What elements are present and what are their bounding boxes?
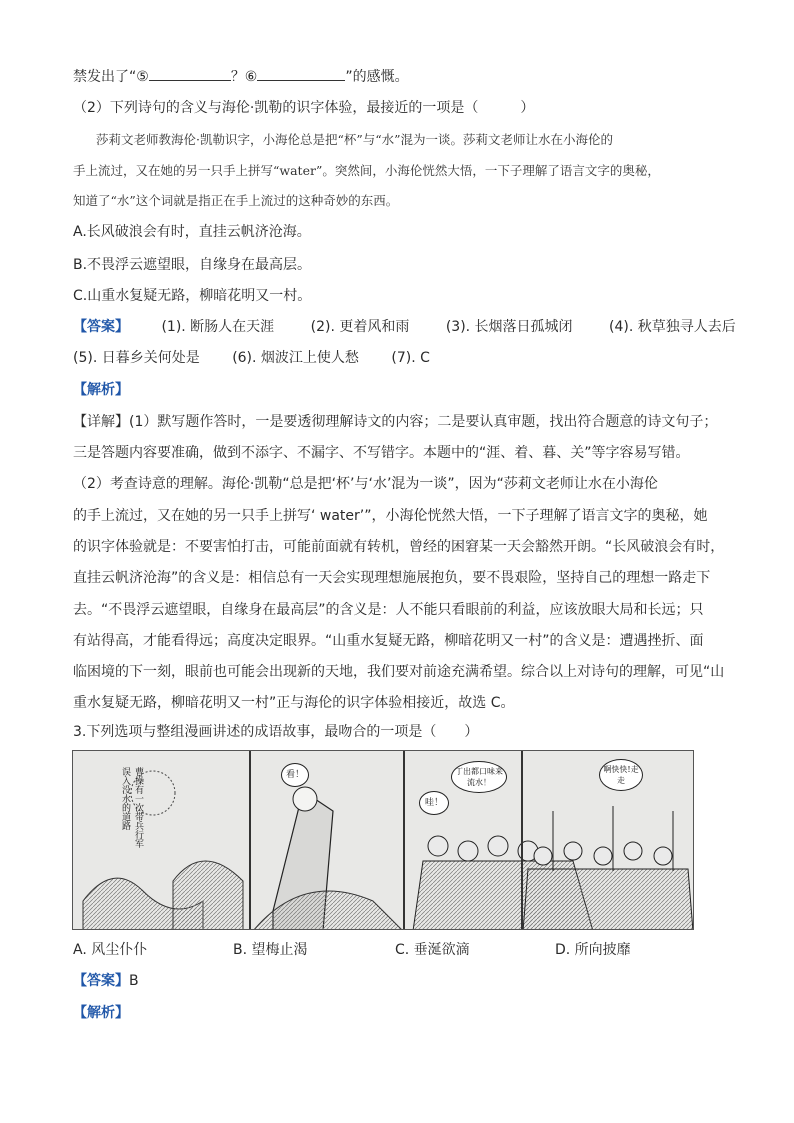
- option-a: A.长风破浪会有时，直挂云帆济沧海。: [73, 224, 311, 240]
- analysis-tag: 【解析】: [73, 382, 129, 398]
- blank-prefix: 禁发出了“⑤: [73, 69, 149, 85]
- answer-2-value: B: [129, 973, 139, 989]
- analysis-line: 直挂云帆济沧海”的含义是：相信总有一天会实现理想施展抱负，要不畏艰险，坚持自己的理想一路走下: [73, 570, 711, 586]
- passage-line: 知道了“水”这个词就是指正在手上流过的这种奇妙的东西。: [73, 193, 399, 208]
- answer-item: (4). 秋草独寻人去后: [609, 319, 736, 335]
- option-c: C.山重水复疑无路，柳暗花明又一村。: [73, 288, 312, 304]
- q3-option-c: C. 垂涎欲滴: [395, 942, 470, 958]
- answer-line-1: [73, 317, 736, 337]
- passage-line: 手上流过，又在她的另一只手上拼写“water”。突然间，小海伦恍然大悟，一下子理解了语言文字的奥秘，: [73, 163, 660, 178]
- fill-blank-line: [73, 66, 409, 87]
- answer-2-line: [73, 971, 139, 991]
- analysis-line: 去。“不畏浮云遮望眼，自缘身在最高层”的含义是：人不能只看眼前的利益，应该放眼大局和长远；只: [73, 602, 704, 618]
- speech-bubble: 看！: [281, 763, 309, 787]
- answer-item: (1). 断肠人在天涯: [161, 319, 275, 335]
- blank-mid: ？⑥: [230, 69, 258, 85]
- answer-item: (5). 日暮乡关何处是: [73, 350, 200, 366]
- analysis-2-tag: 【解析】: [73, 1005, 129, 1021]
- comic-strip: [72, 750, 694, 930]
- analysis-line: 的手上流过，又在她的另一只手上拼写‘ water’”，小海伦恍然大悟，一下子理解了语言文字的奥秘，她: [73, 508, 708, 524]
- speech-bubble: 哇！: [419, 791, 449, 815]
- question-2-stem: （2）下列诗句的含义与海伦·凯勒的识字体验，最接近的一项是（ ）: [73, 100, 535, 116]
- analysis-line: 【详解】(1）默写题作答时，一是要透彻理解诗文的内容；二是要认真审题，找出符合题意的诗文句子；: [73, 414, 718, 430]
- blank-suffix: ”的感慨。: [345, 69, 409, 85]
- answer-item: (3). 长烟落日孤城闭: [445, 319, 573, 335]
- q3-option-b: B. 望梅止渴: [233, 942, 308, 958]
- analysis-line: 重水复疑无路，柳暗花明又一村”正与海伦的识字体验相接近，故选 C。: [73, 695, 515, 711]
- answer-item: (6). 烟波江上使人愁: [232, 350, 359, 366]
- q3-option-a: A. 风尘仆仆: [73, 942, 148, 958]
- answer-item: (2). 更着风和雨: [310, 319, 410, 335]
- passage-line: 莎莉文老师教海伦·凯勒识字，小海伦总是把“杯”与“水”混为一谈。莎莉文老师让水在小海伦的: [96, 132, 614, 147]
- answer-tag: 【答案】: [73, 319, 129, 335]
- q3-option-d: D. 所向披靡: [555, 942, 631, 958]
- blank-5[interactable]: [149, 66, 231, 81]
- answer-line-2: [73, 348, 430, 368]
- comic-caption: 曹操有一次带兵行军误入没水的道路: [120, 767, 143, 848]
- panel-divider: [249, 751, 251, 929]
- speech-bubble: 丁出都口味来流水！: [451, 761, 507, 793]
- answer-2-tag: 【答案】: [73, 973, 129, 989]
- analysis-line: 三是答题内容要准确，做到不添字、不漏字、不写错字。本题中的“涯、着、暮、关”等字容易写错。: [73, 445, 690, 461]
- panel-divider: [403, 751, 405, 929]
- analysis-line: 有站得高，才能看得远；高度决定眼界。“山重水复疑无路，柳暗花明又一村”的含义是：遭遇挫折、面: [73, 633, 704, 649]
- option-b: B.不畏浮云遮望眼，自缘身在最高层。: [73, 257, 312, 273]
- analysis-line: （2）考查诗意的理解。海伦·凯勒“总是把‘杯’与‘水’混为一谈”，因为“莎莉文老师让水在小海伦: [73, 476, 658, 492]
- q3-options: [73, 940, 631, 960]
- speech-bubble: 啊快快!走走: [599, 759, 643, 791]
- blank-6[interactable]: [257, 66, 345, 81]
- analysis-line: 的识字体验就是：不要害怕打击，可能前面就有转机，曾经的困窘某一天会豁然开朗。“长风破浪会有时，: [73, 539, 725, 555]
- panel-divider: [521, 751, 523, 929]
- question-3-stem: 3.下列选项与整组漫画讲述的成语故事，最吻合的一项是（ ）: [73, 724, 479, 740]
- answer-item: (7). C: [391, 350, 430, 366]
- analysis-line: 临困境的下一刻，眼前也可能会出现新的天地，我们要对前途充满希望。综合以上对诗句的理解，可见“山: [73, 664, 725, 680]
